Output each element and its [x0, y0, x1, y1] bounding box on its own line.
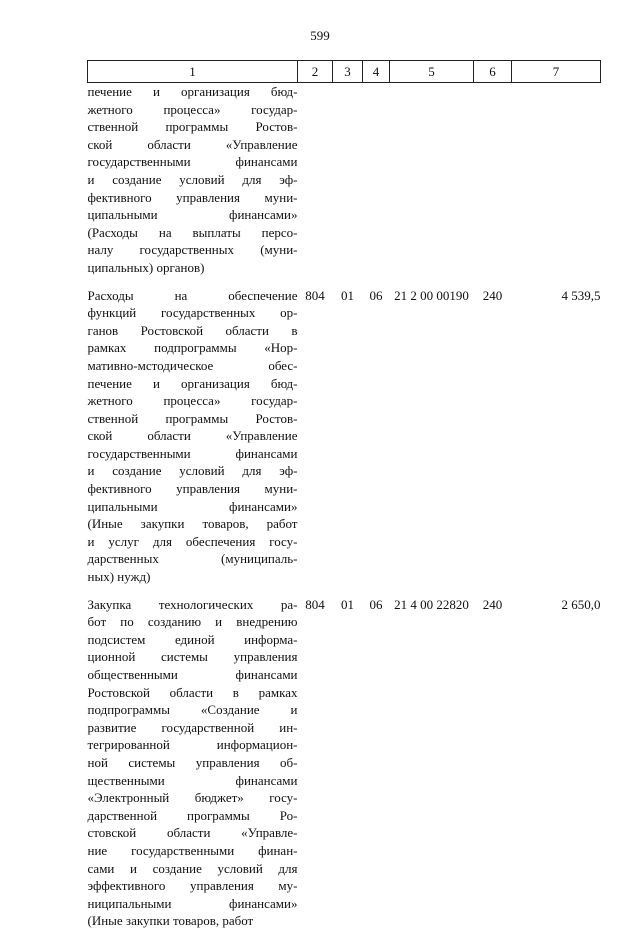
description-line: (Расходы на выплаты персо- [87, 224, 298, 240]
description-line: ципальных) органов) [87, 259, 205, 275]
description-line: государственными финансами [87, 445, 298, 461]
description-line: развитие государственной ин- [87, 719, 298, 735]
page-number: 599 [310, 28, 330, 43]
description-line: рамках подпрограммы «Нор- [87, 340, 298, 356]
description-line: ционной системы управления [87, 649, 298, 665]
description-line: щественными финансами [87, 772, 298, 788]
description-line: фективного управления муни- [87, 189, 298, 205]
description-line: жетного процесса» государ- [87, 101, 298, 117]
row-description [88, 596, 298, 940]
description-line: печение и организация бюд- [87, 375, 298, 391]
ministry-code: 804 [305, 596, 325, 612]
table-row [88, 287, 601, 596]
subsection-code: 06 [369, 596, 383, 612]
description-line: ственной программы Ростов- [87, 410, 298, 426]
col-header-5: 5 [390, 61, 474, 83]
description-line: Расходы на обеспечение [87, 287, 298, 303]
description-line: государственными финансами [87, 154, 298, 170]
description-line: ганов Ростовской области в [87, 322, 298, 338]
description-line: (Иные закупки товаров, работ [87, 913, 254, 929]
description-line: дарственных (муниципаль- [87, 551, 298, 567]
description-line: фективного управления муни- [87, 481, 298, 497]
description-line: и создание условий для эф- [87, 171, 298, 187]
description-line: ской области «Управление [87, 428, 298, 444]
description-line: ственной программы Ростов- [87, 119, 298, 135]
description-line: стовской области «Управле- [87, 825, 298, 841]
description-line: ние государственными финан- [87, 842, 298, 858]
description-line: мативно-мстодическое обес- [87, 357, 298, 373]
description-line: ниципальными финансами» [87, 895, 298, 911]
target-article-code [390, 83, 474, 287]
description-line: ной системы управления об- [87, 754, 298, 770]
amount-value: 4 539,5 [561, 287, 601, 303]
description-line: подпрограммы «Создание и [87, 702, 298, 718]
description-line: сами и создание условий для [87, 860, 298, 876]
description-line: общественными финансами [87, 667, 298, 682]
header-row [88, 61, 601, 83]
budget-table [87, 60, 601, 940]
description-line: тегрированной информацион- [87, 737, 298, 753]
description-line: печение и организация бюд- [87, 84, 298, 99]
description-line: ской области «Управление [87, 136, 298, 152]
ministry-code: 804 [305, 287, 325, 303]
col-header-2: 2 [298, 61, 333, 83]
row-description [88, 287, 298, 596]
col-header-4: 4 [363, 61, 390, 83]
target-article-code: 21 2 00 00190 [394, 287, 469, 303]
description-line: и создание условий для эф- [87, 463, 298, 479]
expense-type-code: 240 [482, 596, 503, 612]
description-line: бот по созданию и внедрению [87, 614, 298, 630]
row-description [88, 83, 298, 287]
ministry-code [298, 83, 333, 287]
expense-type-code: 240 [482, 287, 503, 303]
target-article-code: 21 4 00 22820 [394, 596, 469, 612]
description-line: Ростовской области в рамках [87, 684, 298, 700]
description-line: ных) нужд) [87, 569, 151, 585]
amount-value: 2 650,0 [561, 596, 601, 612]
col-header-6: 6 [474, 61, 512, 83]
table-row [88, 596, 601, 940]
description-line: эффективного управления му- [87, 878, 298, 894]
col-header-7: 7 [512, 61, 601, 83]
description-line: подсистем единой информа- [87, 631, 298, 647]
description-line: ципальными финансами» [87, 498, 298, 514]
description-line: дарственной программы Ро- [87, 807, 298, 823]
description-line: (Иные закупки товаров, работ [87, 516, 298, 532]
section-code: 01 [341, 287, 354, 303]
col-header-3: 3 [333, 61, 363, 83]
description-line: Закупка технологических ра- [87, 596, 298, 612]
col-header-1: 1 [88, 61, 298, 83]
expense-type-code [474, 83, 512, 287]
description-line: налу государственных (муни- [87, 242, 298, 258]
description-line: и услуг для обеспечения госу- [87, 533, 298, 549]
amount-value [512, 83, 601, 287]
section-code [333, 83, 363, 287]
subsection-code [363, 83, 390, 287]
description-line: функций государственных ор- [87, 305, 298, 321]
description-line: ципальными финансами» [87, 207, 298, 223]
table-row [88, 83, 601, 287]
description-line: жетного процесса» государ- [87, 393, 298, 409]
subsection-code: 06 [369, 287, 383, 303]
section-code: 01 [341, 596, 354, 612]
description-line: «Электронный бюджет» госу- [87, 790, 298, 806]
